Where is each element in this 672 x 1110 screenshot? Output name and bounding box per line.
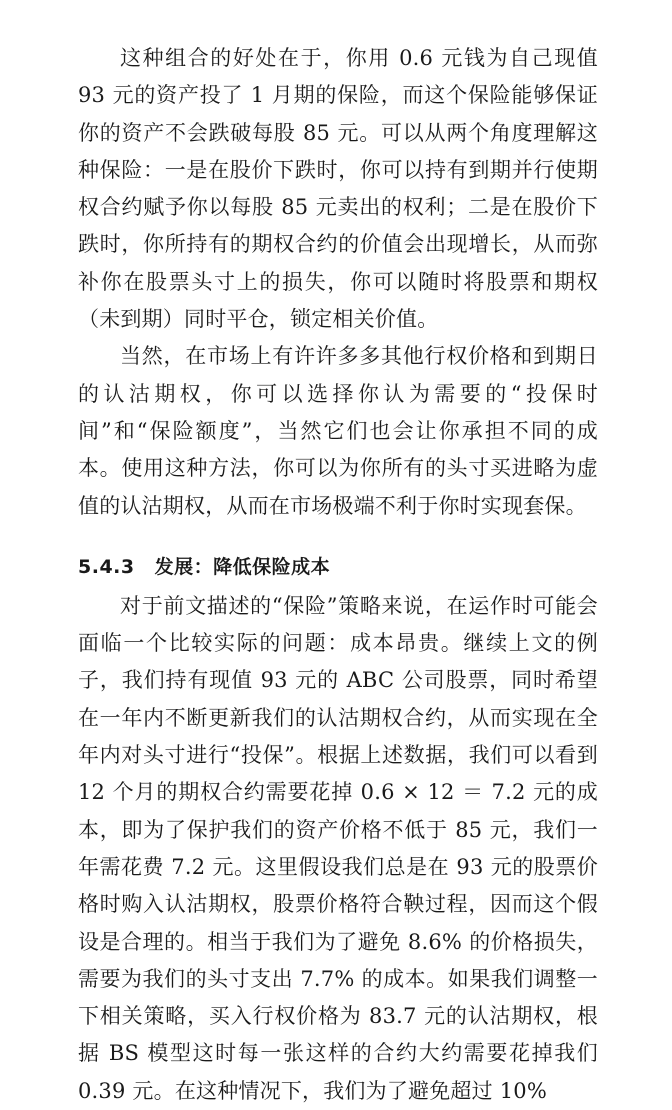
section-heading bbox=[78, 552, 598, 582]
book-page bbox=[78, 40, 598, 1110]
body-paragraph: 对于前文描述的“保险”策略来说，在运作时可能会面临一个比较实际的问题：成本昂贵。继续上文的例子，我们持有现值 93 元的 ABC 公司股票，同时希望在一年内不断更新我们的认沽期权合约，从而实现在全年内对头寸进行“投保”。根据上述数据，我们可以看到 12 个月的期权合约需要花掉 0.6 × 12 ＝ 7.2 元的成本，即为了保护我们的资产价格不低于 85 元，我们一年需花费 7.2 元。这里假设我们总是在 93 元的股票价格时购入认沽期权，股票价格符合鞅过程，因而这个假设是合理的。相当于我们为了避免 8.6% 的价格损失，需要为我们的头寸支出 7.7% 的成本。如果我们调整一下相关策略，买入行权价格为 83.7 元的认沽期权，根据 BS 模型这时每一张这样的合约大约需要花掉我们 0.39 元。在这种情况下，我们为了避免超过 10% bbox=[78, 593, 598, 1103]
body-paragraph: 当然，在市场上有许许多多其他行权价格和到期日的认沽期权，你可以选择你认为需要的“投保时间”和“保险额度”，当然它们也会让你承担不同的成本。使用这种方法，你可以为你所有的头寸买进略为虚值的认沽期权，从而在市场极端不利于你时实现套保。 bbox=[78, 344, 598, 518]
section-number: 5.4.3 bbox=[78, 555, 135, 578]
body-paragraph: 这种组合的好处在于，你用 0.6 元钱为自己现值 93 元的资产投了 1 月期的保险，而这个保险能够保证你的资产不会跌破每股 85 元。可以从两个角度理解这种保险：一是在股价下跌时，你可以持有到期并行使期权合约赋予你以每股 85 元卖出的权利；二是在股价下跌时，你所持有的期权合约的价值会出现增长，从而弥补你在股票头寸上的损失，你可以随时将股票和期权（未到期）同时平仓，锁定相关价值。 bbox=[78, 46, 598, 332]
section-title: 发展：降低保险成本 bbox=[154, 555, 331, 578]
